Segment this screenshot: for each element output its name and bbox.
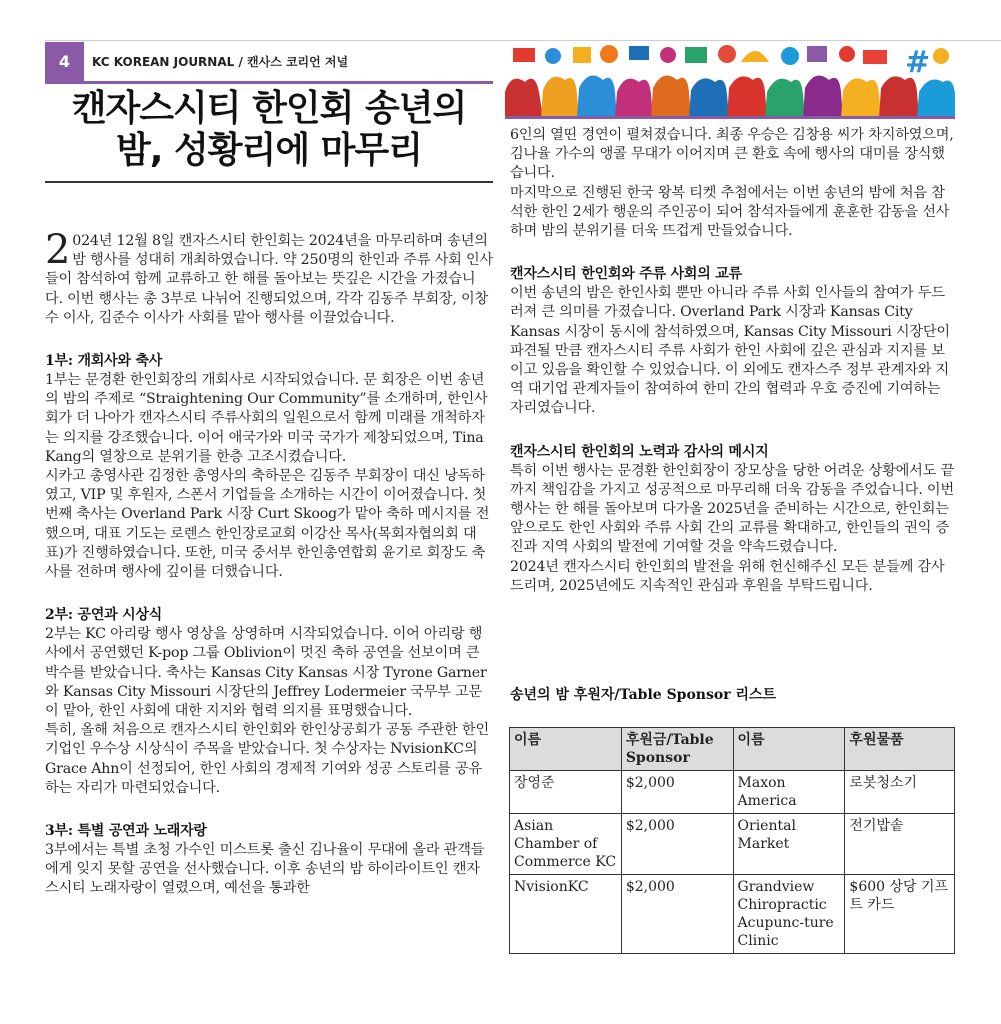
table-cell: 전기밥솥 bbox=[845, 814, 955, 875]
table-row bbox=[510, 771, 955, 814]
thanks-paragraph-2: 2024년 캔자스시티 한인회의 발전을 위해 헌신해주신 모든 분들께 감사드리며, 2025년에도 지속적인 관심과 후원을 부탁드립니다. bbox=[510, 558, 945, 594]
header-rule bbox=[45, 81, 493, 84]
table-cell: $2,000 bbox=[621, 814, 733, 875]
people-silhouettes-illustration bbox=[505, 42, 955, 118]
part2-paragraph-2: 특히, 올해 처음으로 캔자스시티 한인회와 한인상공회가 공동 주관한 한인 기업인 우수상 시상식이 주목을 받았습니다. 첫 수상자는 NvisionKC의 Grace Ahn이 선정되어, 한인 사회의 경제적 기여와 성공 스토리를 공유하는 자리가 마련되었습니다. bbox=[45, 722, 489, 796]
intro-paragraph: 2 024년 12월 8일 캔자스시티 한인회는 2024년을 마무리하며 송년의 밤 행사를 성대히 개최하였습니다. 약 250명의 한인과 주류 사회 인사들이 참석하여 함께 교류하고 한 해를 돌아보는 뜻깊은 시간을 가졌습니다. 이번 행사는 총 3부로 나뉘어 진행되었으며, 각각 김동주 부회장, 이창수 이사, 김준수 이사가 사회를 맡아 행사를 이끌었습니다. bbox=[45, 227, 493, 326]
table-cell: Oriental Market bbox=[733, 814, 845, 875]
part3-paragraph-right: 6인의 열띤 경연이 펼쳐졌습니다. 최종 우승은 김창용 씨가 차지하였으며, 김나율 가수의 앵콜 무대가 이어지며 큰 환호 속에 행사의 대미를 장식했습니다. bbox=[510, 127, 954, 182]
section-heading-thanks: 캔자스시티 한인회의 노력과 감사의 메시지 bbox=[510, 443, 769, 460]
headline-rule bbox=[45, 181, 493, 183]
part1-paragraph-2: 시카고 총영사관 김정한 총영사의 축하문은 김동주 부회장이 대신 낭독하였고, VIP 및 후원자, 스폰서 기업들을 소개하는 시간이 이어졌습니다. 첫 번째 축사는 Overland Park 시장 Curt Skoog가 맡아 축하 메시지를 전했으며, 대표 기도는 로렌스 한인장로교회 이강산 목사(목회자협의회 대표)가 진행하였습니다. 또한, 미국 중서부 한인총연합회 윤기로 회장도 축사를 전하며 행사에 깊이를 더했습니다. bbox=[45, 468, 490, 581]
section-heading-exchange: 캔자스시티 한인회와 주류 사회의 교류 bbox=[510, 266, 742, 283]
banner-rule bbox=[505, 116, 955, 119]
sponsor-title-wrap bbox=[510, 686, 955, 705]
article-right-column bbox=[510, 126, 955, 596]
table-row bbox=[510, 875, 955, 954]
page-number-badge: 4 bbox=[45, 42, 84, 81]
drop-cap: 2 bbox=[45, 227, 71, 273]
sponsor-table-header bbox=[510, 728, 955, 771]
part2-paragraph-1: 2부는 KC 아리랑 행사 영상을 상영하며 시작되었습니다. 이어 아리랑 행사에서 공연했던 K-pop 그룹 Oblivion이 멋진 축하 공연을 선보이며 큰 박수를 받았습니다. 축사는 Kansas City Kansas 시장 Tyrone Garner와 Kansas City Missouri 시장단의 Jeffrey Lodermeier 국무부 고문이 맡아, 한인 사회에 대한 지지와 협력 의지를 표명했습니다. bbox=[45, 626, 487, 720]
section-heading-part3: 3부: 특별 공연과 노래자랑 bbox=[45, 823, 207, 840]
table-cell: NvisionKC bbox=[510, 875, 622, 954]
thanks-paragraph-1: 특히 이번 행사는 문경환 한인회장이 장모상을 당한 어려운 상황에서도 끝까지 책임감을 가지고 성공적으로 마무리해 더욱 감동을 주었습니다. 이번 행사는 한 해를 돌아보며 다가올 2025년을 준비하는 시간으로, 한인회는 앞으로도 한인 사회와 주류 사회 간의 교류를 확대하고, 한인들의 권익 증진과 지역 사회의 발전에 기여할 것을 약속드렸습니다. bbox=[510, 462, 954, 556]
table-cell: 장영준 bbox=[510, 771, 622, 814]
svg-text:#: # bbox=[905, 45, 931, 80]
section-heading-part1: 1부: 개회사와 축사 bbox=[45, 353, 163, 370]
table-cell: $600 상당 기프트 카드 bbox=[845, 875, 955, 954]
headline bbox=[45, 88, 493, 173]
table-cell: $2,000 bbox=[621, 771, 733, 814]
table-cell: Asian Chamber of Commerce KC bbox=[510, 814, 622, 875]
part3-paragraph-2: 마지막으로 진행된 한국 왕복 티켓 추첨에서는 이번 송년의 밤에 처음 참석한 한인 2세가 행운의 주인공이 되어 참석자들에게 훈훈한 감동을 선사하며 밤의 분위기를 더욱 뜨겁게 만들었습니다. bbox=[510, 184, 950, 240]
exchange-paragraph: 이번 송년의 밤은 한인사회 뿐만 아니라 주류 사회 인사들의 참여가 두드러져 큰 의미를 가졌습니다. Overland Park 시장과 Kansas City Kansas 시장이 동시에 참석하였으며, Kansas City Missouri 시장단이 파견될 만큼 캔자스시티 주류 사회가 한인 사회에 깊은 관심과 지지를 보이고 있음을 확인할 수 있었습니다. 이 외에도 캔자스주 정부 관계자와 지역 대기업 관계자들이 참여하여 한미 간의 협력과 우호 증진에 기여하는 자리였습니다. bbox=[510, 285, 950, 417]
table-row bbox=[510, 814, 955, 875]
article-left-column bbox=[45, 227, 493, 899]
part3-paragraph-left: 3부에서는 특별 초청 가수인 미스트롯 출신 김나율이 무대에 올라 관객들에게 잊지 못할 공연을 선사했습니다. 이후 송년의 밤 하이라이트인 캔자스시티 노래자랑이 열렸으며, 예선을 통과한 bbox=[45, 842, 485, 897]
journal-name: KC KOREAN JOURNAL / 캔사스 코리언 저널 bbox=[92, 55, 349, 69]
table-cell: Grandview Chiropractic Acupunc-ture Clinic bbox=[733, 875, 845, 954]
headline-line-1: 캔자스시티 한인회 송년의 bbox=[71, 88, 467, 129]
header-name-2: 이름 bbox=[733, 728, 845, 771]
banner-illustration bbox=[505, 42, 955, 118]
table-cell: Maxon America bbox=[733, 771, 845, 814]
section-heading-part2: 2부: 공연과 시상식 bbox=[45, 607, 163, 624]
top-rule bbox=[45, 40, 1001, 41]
headline-line-2: 밤, 성황리에 마무리 bbox=[116, 130, 422, 172]
table-cell: $2,000 bbox=[621, 875, 733, 954]
header-item: 후원물품 bbox=[845, 728, 955, 771]
sponsor-list-title: 송년의 밤 후원자/Table Sponsor 리스트 bbox=[510, 687, 777, 703]
part1-paragraph-1: 1부는 문경환 한인회장의 개회사로 시작되었습니다. 문 회장은 이번 송년의 밤의 주제로 “Straightening Our Community”를 소개하며, 한인사회가 더 나아가 캔자스시티 주류사회의 일원으로서 함께 미래를 개척하자는 의지를 강조했습니다. 이어 애국가와 미국 국가가 제창되었으며, Tina Kang의 열창으로 분위기를 한층 고조시켰습니다. bbox=[45, 372, 488, 465]
table-cell: 로봇청소기 bbox=[845, 771, 955, 814]
header-name-1: 이름 bbox=[510, 728, 622, 771]
header-amount: 후원금/Table Sponsor bbox=[621, 728, 733, 771]
sponsor-table bbox=[509, 727, 955, 954]
